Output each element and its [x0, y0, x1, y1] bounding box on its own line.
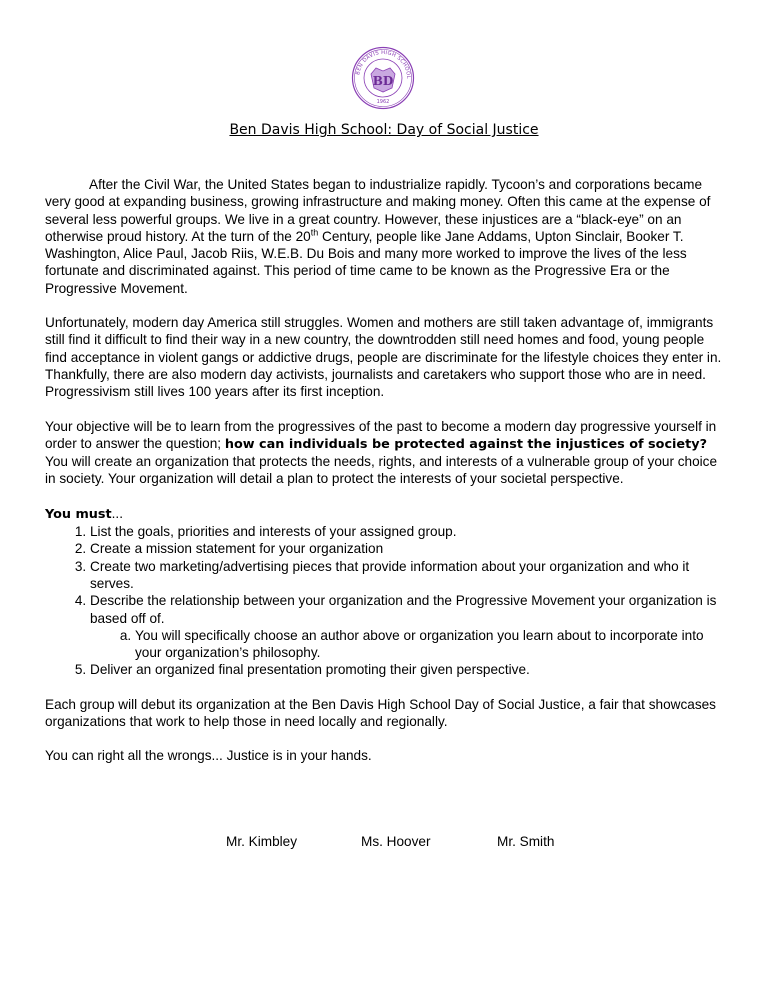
signature-smith: Mr. Smith	[497, 834, 555, 849]
school-seal-logo	[351, 46, 415, 110]
modern-day-paragraph: Unfortunately, modern day America still struggles. Women and mothers are still taken advantage of, immigrants still find it difficult to find their way in a new country, the downtrodden still need homes and food, young people find acceptance in violent gangs or addictive drugs, people are discriminate for the lifestyle choices they enter in. Thankfully, there are also modern day activists, journalists and caretakers who support those who are in need. Progressivism still lives 100 years after its first inception.	[45, 315, 722, 400]
signature-hoover: Ms. Hoover	[361, 834, 431, 849]
requirement-item	[90, 592, 725, 661]
svg-text:BEN DAVIS HIGH SCHOOL: BEN DAVIS HIGH SCHOOL	[355, 49, 412, 79]
requirement-item: 1. List the goals, priorities and interests of your assigned group.	[90, 523, 725, 540]
objective-text-before: Your objective will be to learn from the progressives of the past to become a modern day progressive yourself in order to answer the question;	[45, 418, 717, 451]
objective-text-after: You will create an organization that protects the needs, rights, and interests of a vulnerable group of your choice in society. Your organization will detail a plan to protect the interests of your societal perspective.	[45, 454, 718, 487]
debut-paragraph: Each group will debut its organization at the Ben Davis High School Day of Social Justice, a fair that showcases organizations that work to help those in need locally and regionally.	[45, 696, 716, 730]
intro-text-part2: Century, people like Jane Addams, Upton Sinclair, Booker T. Washington, Alice Paul, Jacob Riis, W.E.B. Du Bois and many more worked to improve the lives of the less fortunate and discriminated against. This period of time came to be known as the Progressive Era or the Progressive Movement.	[45, 228, 687, 296]
you-must-ellipsis: ...	[111, 505, 123, 521]
requirement-item: 5. Deliver an organized final presentation promoting their given perspective.	[90, 661, 725, 678]
requirement-item: 2. Create a mission statement for your organization	[90, 540, 725, 557]
requirement-item: 3. Create two marketing/advertising pieces that provide information about your organization and who it serves.	[90, 558, 725, 593]
closing-line: You can right all the wrongs... Justice is in your hands.	[45, 748, 372, 764]
you-must-heading	[45, 505, 725, 523]
requirements-list	[45, 523, 725, 679]
intro-paragraph	[45, 176, 725, 297]
document-body	[45, 176, 725, 782]
document-title: Ben Davis High School: Day of Social Justice	[229, 122, 539, 138]
intro-text-part1: After the Civil War, the United States began to industrialize rapidly. Tycoon’s and corporations became very good at expanding business, growing infrastructure and making money. Often this came at the expense of several less powerful groups. We live in a great country. However, these injustices are a “black-eye” on an otherwise proud history. At the turn of the 20	[45, 177, 711, 244]
ordinal-superscript: th	[310, 227, 319, 238]
svg-text:BD: BD	[372, 74, 394, 88]
essential-question: how can individuals be protected against the injustices of society?	[224, 436, 707, 452]
signature-kimbley: Mr. Kimbley	[226, 834, 298, 849]
requirement-text: Describe the relationship between your organization and the Progressive Movement your organization is based off of.	[90, 593, 717, 626]
you-must-label: You must	[45, 506, 112, 522]
requirement-sublist	[90, 627, 725, 662]
objective-paragraph	[45, 418, 725, 488]
requirement-subitem: a. You will specifically choose an author above or organization you learn about to incorporate into your organization’s philosophy.	[135, 627, 725, 662]
svg-text:1962: 1962	[376, 99, 390, 105]
